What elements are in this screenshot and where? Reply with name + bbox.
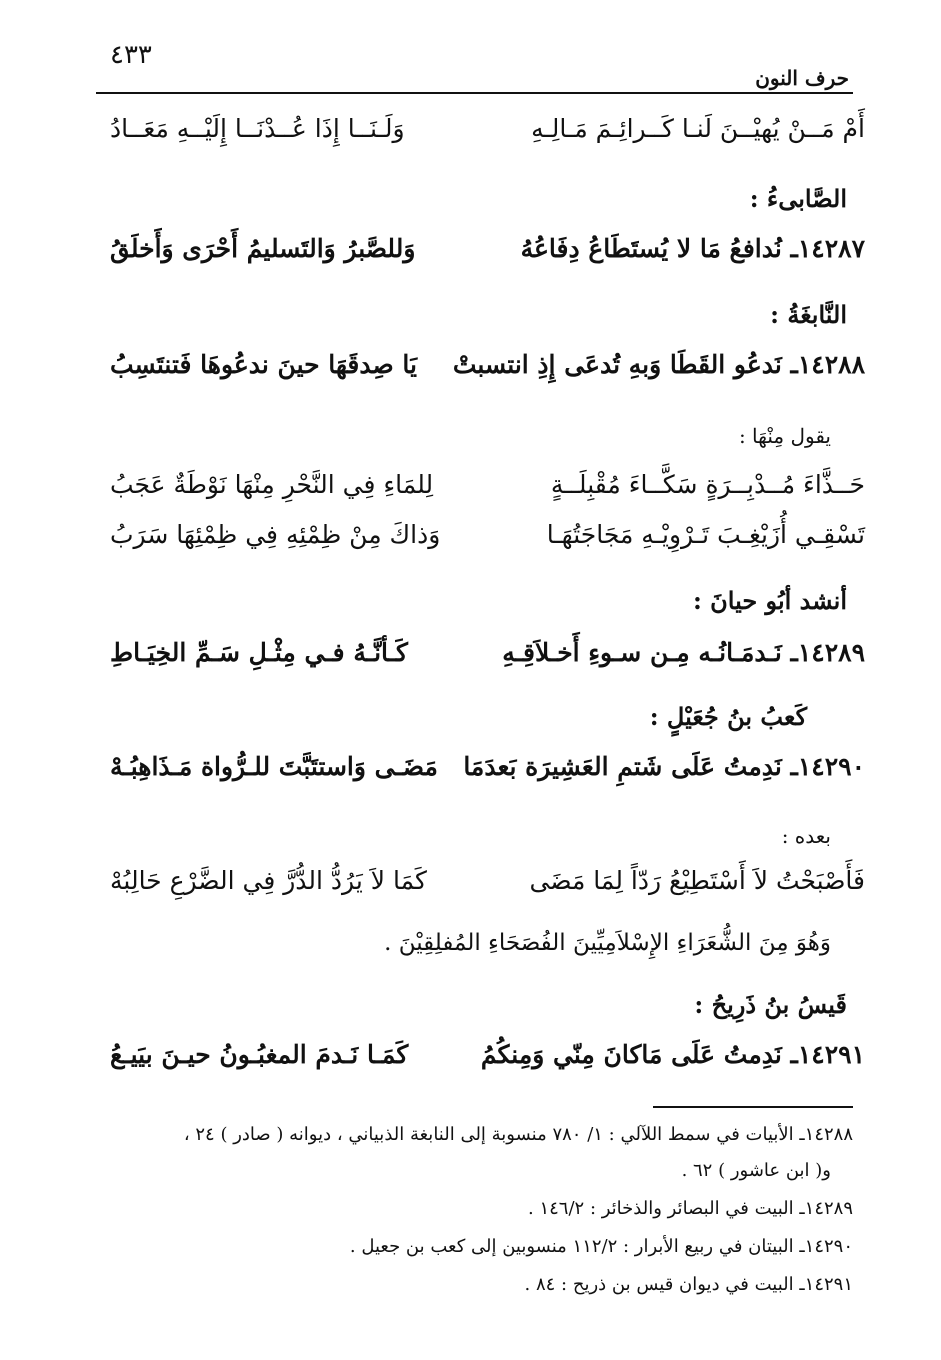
page-number: ٤٣٣ bbox=[110, 40, 152, 70]
footnote-line: و( ابن عاشور ) ٦٢ . bbox=[681, 1160, 831, 1181]
footnote-line: ١٤٢٨٩ـ البيت في البصائر والذخائر : ١٤٦/٢ . bbox=[528, 1198, 853, 1219]
verse-first-hemistich: ١٤٢٨٧ـ نُدافعُ مَا لا يُستَطَاعُ دِفَاعُهُ bbox=[520, 234, 865, 263]
verse-first-hemistich: فَأَصْبَحْتُ لاَ أَسْتَطِيْعُ رَدّاً لِمَا مَضَى bbox=[529, 866, 865, 895]
verse-first-hemistich: ١٤٢٩٠ـ نَدِمتُ عَلَى شَتمِ العَشِيرَة بَعدَمَا bbox=[463, 752, 865, 781]
verse-line bbox=[110, 520, 865, 564]
verse-second-hemistich: وَذاكَ مِنْ ظِمْئِهِ فِي ظِمْئِهَا سَرَبُ bbox=[110, 520, 441, 549]
verse-line bbox=[110, 470, 865, 514]
verse-second-hemistich: وَلَـنَــا إِذَا عُــدْنَــا إِلَيْــهِ مَعَــادُ bbox=[110, 114, 405, 143]
verse-line bbox=[110, 866, 865, 910]
verse-first-hemistich: ١٤٢٩١ـ نَدِمتُ عَلَى مَاكانَ مِنّي وَمِنكُمُ bbox=[480, 1040, 865, 1069]
verse-second-hemistich: لِلمَاءِ فِي النَّحْرِ مِنْهَا نَوْطَةٌ عَجَبُ bbox=[110, 470, 434, 499]
footnote-line: ١٤٢٨٨ـ الأبيات في سمط اللآلي : ١/ ٧٨٠ منسوبة إلى النابغة الذبياني ، ديوانه ( صادر ) ٢٤ ، bbox=[183, 1124, 853, 1145]
verse-line bbox=[110, 234, 865, 278]
verse-second-hemistich: وَللصَّبرُ وَالتَسليمُ أَحْرَى وَأَخلَقُ bbox=[110, 234, 416, 263]
speaker-label: النَّابغَةُ : bbox=[770, 300, 847, 329]
verse-line bbox=[110, 350, 865, 394]
verse-line bbox=[110, 638, 865, 682]
verse-first-hemistich: حَــذَّاءَ مُــدْبِــرَةٍ سَكَّــاءَ مُقْبِلَــةٍ bbox=[550, 470, 865, 499]
verse-first-hemistich: أَمْ مَــنْ يُهيْــنَ لَنـا كَــرائِـمَ مَـالِـهِ bbox=[531, 114, 865, 143]
verse-second-hemistich: كَـأنَّـهُ فـي مِثْـلِ سَـمِّ الخِيَـاطِ bbox=[110, 638, 408, 667]
footnote-line: ١٤٢٩١ـ البيت في ديوان قيس بن ذريح : ٨٤ . bbox=[524, 1274, 853, 1295]
verse-line bbox=[110, 1040, 865, 1084]
intro-note: بعده : bbox=[781, 824, 831, 848]
verse-line bbox=[110, 114, 865, 158]
verse-line bbox=[110, 752, 865, 796]
header-rule bbox=[96, 92, 853, 94]
verse-second-hemistich: مَضَـى وَاستتَبَّتَ للـرُّواة مَـذَاهِبُـهْ bbox=[110, 752, 438, 781]
speaker-label: أنشد أبُو حيانَ : bbox=[692, 586, 847, 615]
verse-second-hemistich: كَمَـا نَـدمَ المغبُـونُ حيـنَ بيَيـعُ bbox=[110, 1040, 409, 1069]
verse-second-hemistich: يَا صِدقَهَا حينَ ندعُوهَا فَتنتَسِبُ bbox=[110, 350, 418, 379]
verse-second-hemistich: كَمَا لاَ يَرُدُّ الدُّرَّ فِي الضَّرْعِ حَالِبُهْ bbox=[110, 866, 427, 895]
verse-first-hemistich: تَسْقِـي أُزَيْغِـبَ تَـرْوِيْـهِ مَجَاجَتُهَـا bbox=[546, 520, 865, 549]
verse-first-hemistich: ١٤٢٨٩ـ نَـدمَـانُـه مِـن سـوءِ أَخـلاَقِـهِ bbox=[502, 638, 865, 667]
prose-line: وَهُوَ مِنَ الشُّعَرَاءِ الإِسْلاَمِيِّينَ الفُصَحَاءِ المُفلِقِيْنَ . bbox=[384, 930, 831, 956]
footnote-rule bbox=[653, 1106, 853, 1108]
chapter-title: حرف النون bbox=[755, 66, 849, 90]
footnote-line: ١٤٢٩٠ـ البيتان في ربيع الأبرار : ١١٢/٢ منسوبين إلى كعب بن جعيل . bbox=[349, 1236, 853, 1257]
speaker-label: قَيسُ بنُ ذَرِيحُ : bbox=[694, 990, 847, 1019]
speaker-label: الصَّابىءُ : bbox=[749, 184, 847, 213]
speaker-label: كَعبُ بنُ جُعَيْلٍ : bbox=[649, 702, 807, 731]
intro-note: يقول مِنْهَا : bbox=[738, 424, 831, 448]
verse-first-hemistich: ١٤٢٨٨ـ نَدعُو القَطَا وَبهِ تُدعَى إِذِ انتسبتْ bbox=[452, 350, 865, 379]
